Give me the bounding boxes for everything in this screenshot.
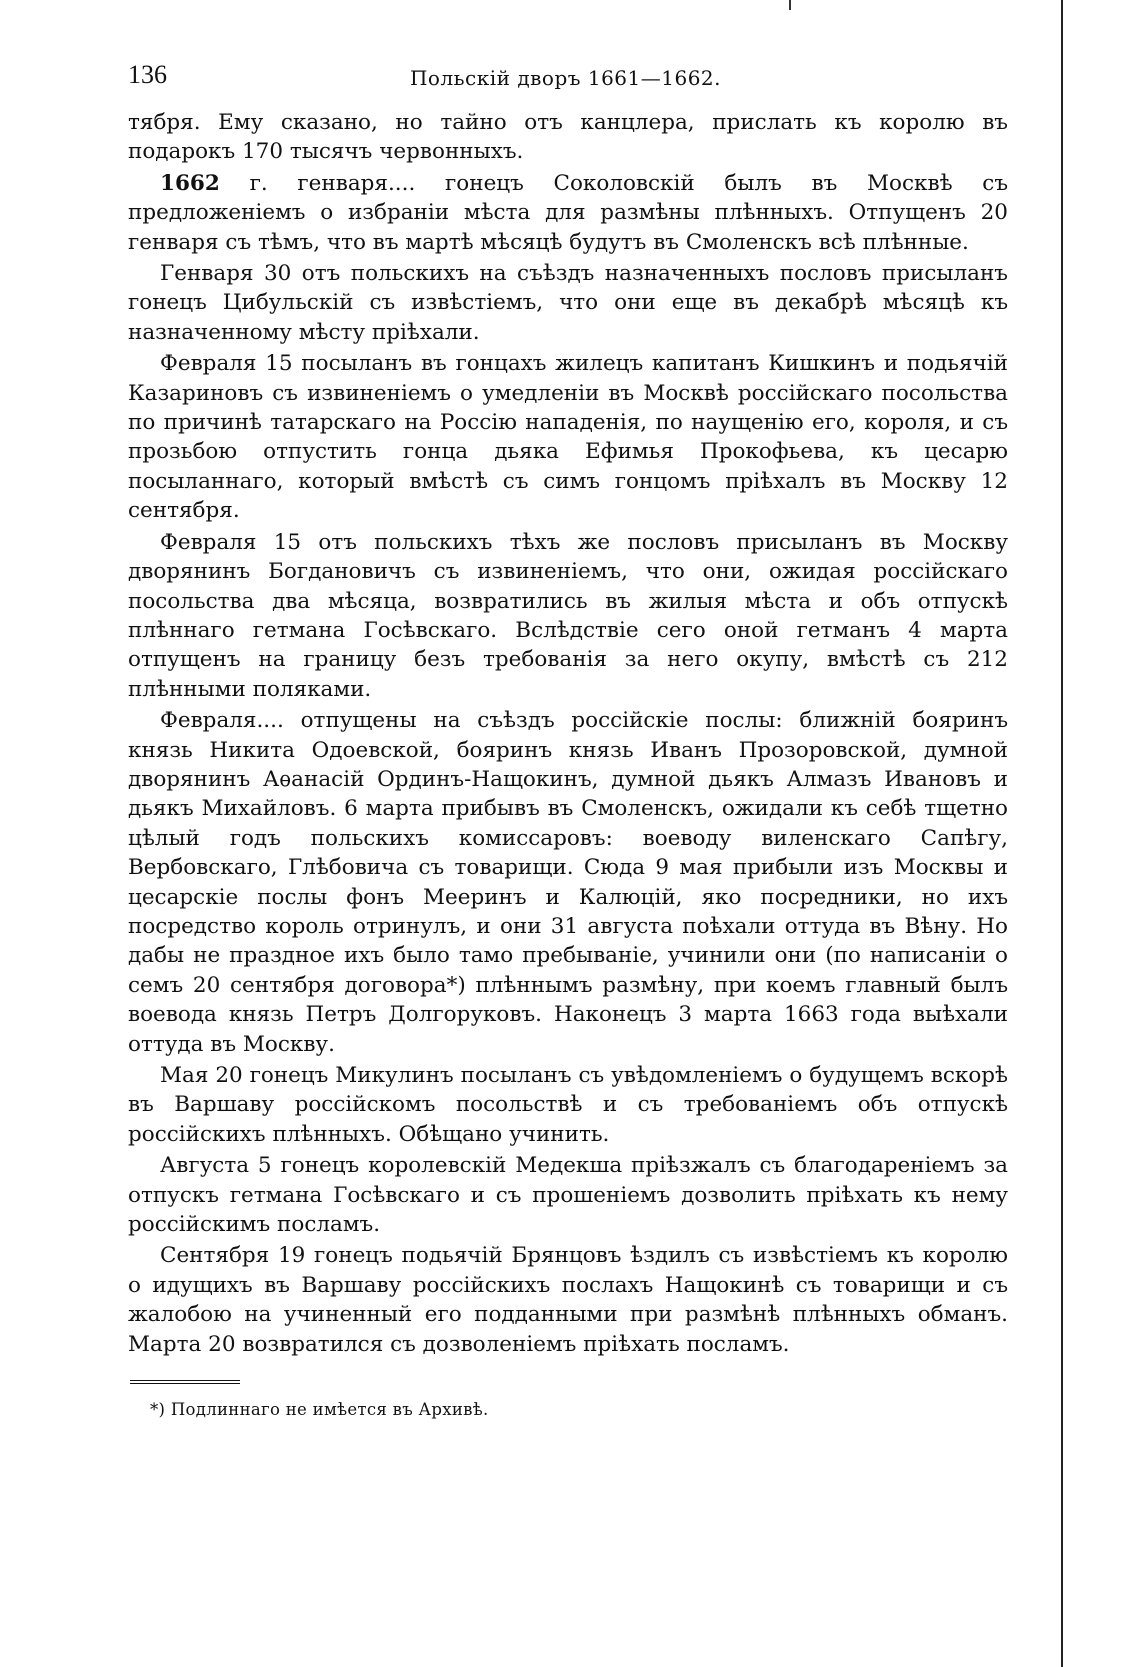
scan-page-edge [1061, 0, 1063, 1667]
paragraph-text: Августа 5 гонецъ королевскій Медекша пріѣзжалъ съ благодареніемъ за отпускъ гетмана Госѣвскаго и съ прошеніемъ дозволить пріѣхать къ нему россійскимъ посламъ. [128, 1153, 1008, 1238]
running-title: Польскій дворъ 1661—1662. [409, 66, 721, 90]
page-number: 136 [128, 60, 167, 89]
paragraph [128, 706, 1008, 1059]
paragraph-text: Сентября 19 гонецъ подьячій Брянцовъ ѣздилъ съ извѣстіемъ къ королю о идущихъ въ Варшаву россійскихъ послахъ Нащокинѣ съ товарищи и съ жалобою на учиненный его подданными при размѣнѣ плѣнныхъ обманъ. Марта 20 возвратился съ дозволеніемъ пріѣхать посламъ. [128, 1243, 1008, 1357]
paragraph [128, 528, 1008, 704]
paragraph [128, 259, 1008, 347]
year-heading: 1662 [160, 170, 220, 196]
paragraph-text: Февраля 15 посыланъ въ гонцахъ жилецъ капитанъ Кишкинъ и подьячій Казариновъ съ извиненіемъ о умедленіи въ Москвѣ россійскаго посольства по причинѣ татарскаго на Россію нападенія, по наущенію его, короля, и съ прозьбою отпустить гонца дьяка Ефимья Прокофьева, къ цесарю посыланнаго, который вмѣстѣ съ симъ гонцомъ пріѣхалъ въ Москву 12 сентября. [128, 351, 1008, 524]
paragraph-text: Февраля 15 отъ польскихъ тѣхъ же пословъ присыланъ въ Москву дворянинъ Богдановичъ съ извиненіемъ, что они, ожидая россійскаго посольства два мѣсяца, возвратились въ жилыя мѣста и объ отпускѣ плѣннаго гетмана Госѣвскаго. Вслѣдствіе сего оной гетманъ 4 марта отпущенъ на границу безъ требованія за него окупу, вмѣстѣ съ 212 плѣнными поляками. [128, 529, 1008, 702]
body-text [128, 108, 1008, 1361]
paragraph [128, 1241, 1008, 1359]
paragraph [128, 169, 1008, 257]
footnote-divider [130, 1380, 240, 1381]
scan-edge-mark [789, 0, 791, 10]
paragraph-text: Мая 20 гонецъ Микулинъ посыланъ съ увѣдомленіемъ о будущемъ вскорѣ въ Варшаву россійскомъ посольствѣ и съ требованіемъ объ отпускѣ россійскихъ плѣнныхъ. Обѣщано учинить. [128, 1063, 1008, 1147]
paragraph-text: г. генваря.... гонецъ Соколовскій былъ въ Москвѣ съ предложеніемъ о избраніи мѣста для размѣны плѣнныхъ. Отпущенъ 20 генваря съ тѣмъ, что въ мартѣ мѣсяцѣ будутъ въ Смоленскъ всѣ плѣнные. [128, 170, 1008, 255]
paragraph [128, 1061, 1008, 1149]
paragraph-text: Февраля.... отпущены на съѣздъ россійскіе послы: ближній бояринъ князь Никита Одоевской, бояринъ князь Иванъ Прозоровской, думной дворянинъ Аѳанасій Ординъ-Нащокинъ, думной дьякъ Алмазъ Ивановъ и дьякъ Михайловъ. 6 марта прибывъ въ Смоленскъ, ожидали къ себѣ тщетно цѣлый годъ польскихъ комиссаровъ: воеводу виленскаго Сапѣгу, Вербовскаго, Глѣбовича съ товарищи. Сюда 9 мая прибыли изъ Москвы и цесарскіе послы фонъ Мееринъ и Калюцій, яко посредники, но ихъ посредство король отринулъ, и они 31 августа поѣхали оттуда въ Вѣну. Но дабы не праздное ихъ было тамо пребываніе, учинили они (по написаніи о семъ 20 сентября договора*) плѣннымъ размѣну, при коемъ главный былъ воевода князь Петръ Долгоруковъ. Наконецъ 3 марта 1663 года выѣхали оттуда въ Москву. [128, 708, 1008, 1057]
paragraph [128, 349, 1008, 525]
paragraph-text: тября. Ему сказано, но тайно отъ канцлера, прислать къ королю въ подарокъ 170 тысячъ червонныхъ. [128, 110, 1008, 165]
paragraph [128, 108, 1008, 167]
paragraph [128, 1151, 1008, 1239]
footnote: *) Подлиннаго не имѣется въ Архивѣ. [150, 1400, 489, 1419]
page-header [128, 60, 1003, 100]
paragraph-text: Генваря 30 отъ польскихъ на съѣздъ назначенныхъ пословъ присыланъ гонецъ Цибульскій съ извѣстіемъ, что они еще въ декабрѣ мѣсяцѣ къ назначенному мѣсту пріѣхали. [128, 261, 1008, 345]
